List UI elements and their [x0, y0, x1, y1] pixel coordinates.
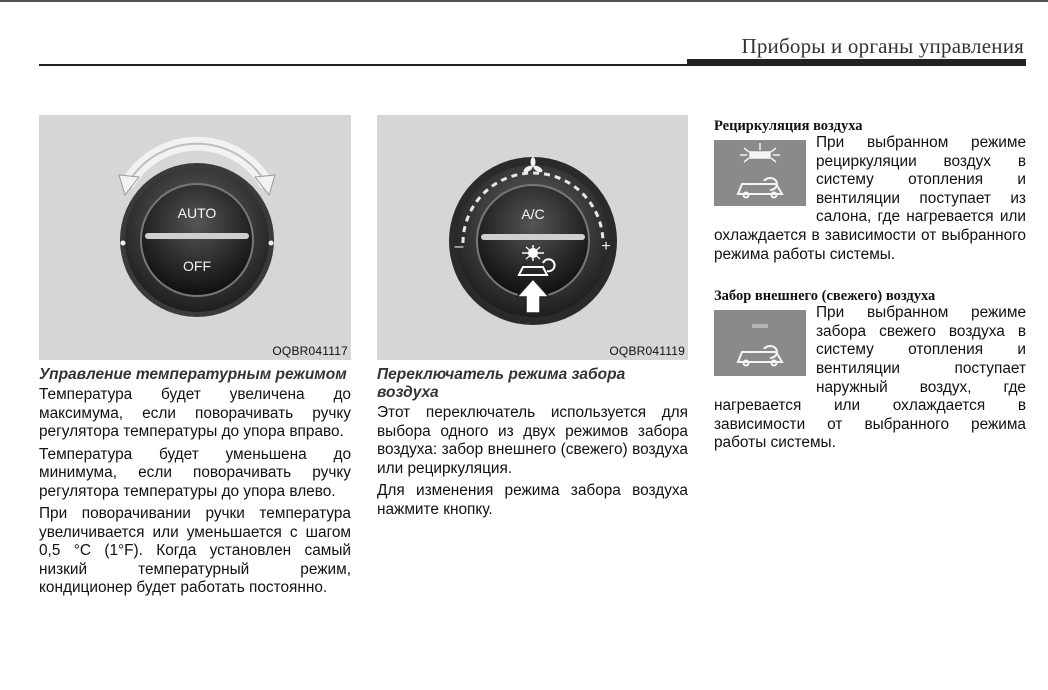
paragraph: Для изменения режима забора воздуха нажмите кнопку.	[377, 482, 688, 518]
figure-fan-knob	[377, 115, 688, 360]
header-rule-accent	[687, 59, 1026, 66]
column-air-modes	[714, 118, 1026, 453]
fresh-air-text: При выбранном режиме забора свежего воздуха в систему отопления и вентиляции поступает наружный воздух, где нагревается или охлаждается в зависимости от выбранного режима работы системы.	[714, 304, 1026, 452]
page-header-title: Приборы и органы управления	[741, 34, 1024, 58]
recirculation-indicator-icon	[714, 140, 806, 206]
fan-knob-top-label: A/C	[521, 206, 545, 222]
recirculation-heading: Рециркуляция воздуха	[714, 118, 863, 134]
paragraph: Этот переключатель используется для выбора одного из двух режимов забора воздуха: забор внешнего (свежего) воздуха или рециркуляция.	[377, 404, 688, 477]
fresh-air-block	[714, 288, 1026, 453]
fresh-air-heading: Забор внешнего (свежего) воздуха	[714, 288, 936, 305]
paragraph: Температура будет увеличена до максимума, если поворачивать ручку регулятора температуры до упора вправо.	[39, 386, 351, 440]
figure-code: OQBR041117	[272, 344, 348, 358]
section-title: Переключатель режима забора воздуха	[377, 366, 626, 401]
paragraph: При поворачивании ручки температура увеличивается или уменьшается с шагом 0,5 °C (1°F). Когда установлен самый низкий температурный режим, кондиционер будет работать постоянно.	[39, 505, 351, 596]
recirculation-block	[714, 118, 1026, 264]
figure-temperature-knob	[39, 115, 351, 360]
fan-knob-plus-label: +	[601, 238, 611, 255]
column-air-intake	[377, 115, 688, 519]
top-border	[0, 0, 1048, 2]
fan-knob-minus-label: –	[454, 238, 464, 255]
column-temperature	[39, 115, 351, 598]
recirculation-text: При выбранном режиме рециркуляции воздух в систему отопления и вентиляции поступает из салона, где нагревается или охлаждается в зависимости от выбранного режима работы системы.	[714, 134, 1026, 263]
paragraph: Температура будет уменьшена до минимума, если поворачивать ручку регулятора температуры до упора влево.	[39, 445, 351, 500]
fan-knob-icon	[377, 115, 688, 360]
temperature-knob-top-label: AUTO	[177, 205, 217, 221]
section-title: Управление температурным режимом	[39, 366, 347, 383]
figure-code: OQBR041119	[609, 344, 685, 358]
temperature-knob-bottom-label: OFF	[183, 258, 211, 274]
temperature-knob-icon	[39, 115, 351, 360]
fresh-air-indicator-icon	[714, 310, 806, 376]
